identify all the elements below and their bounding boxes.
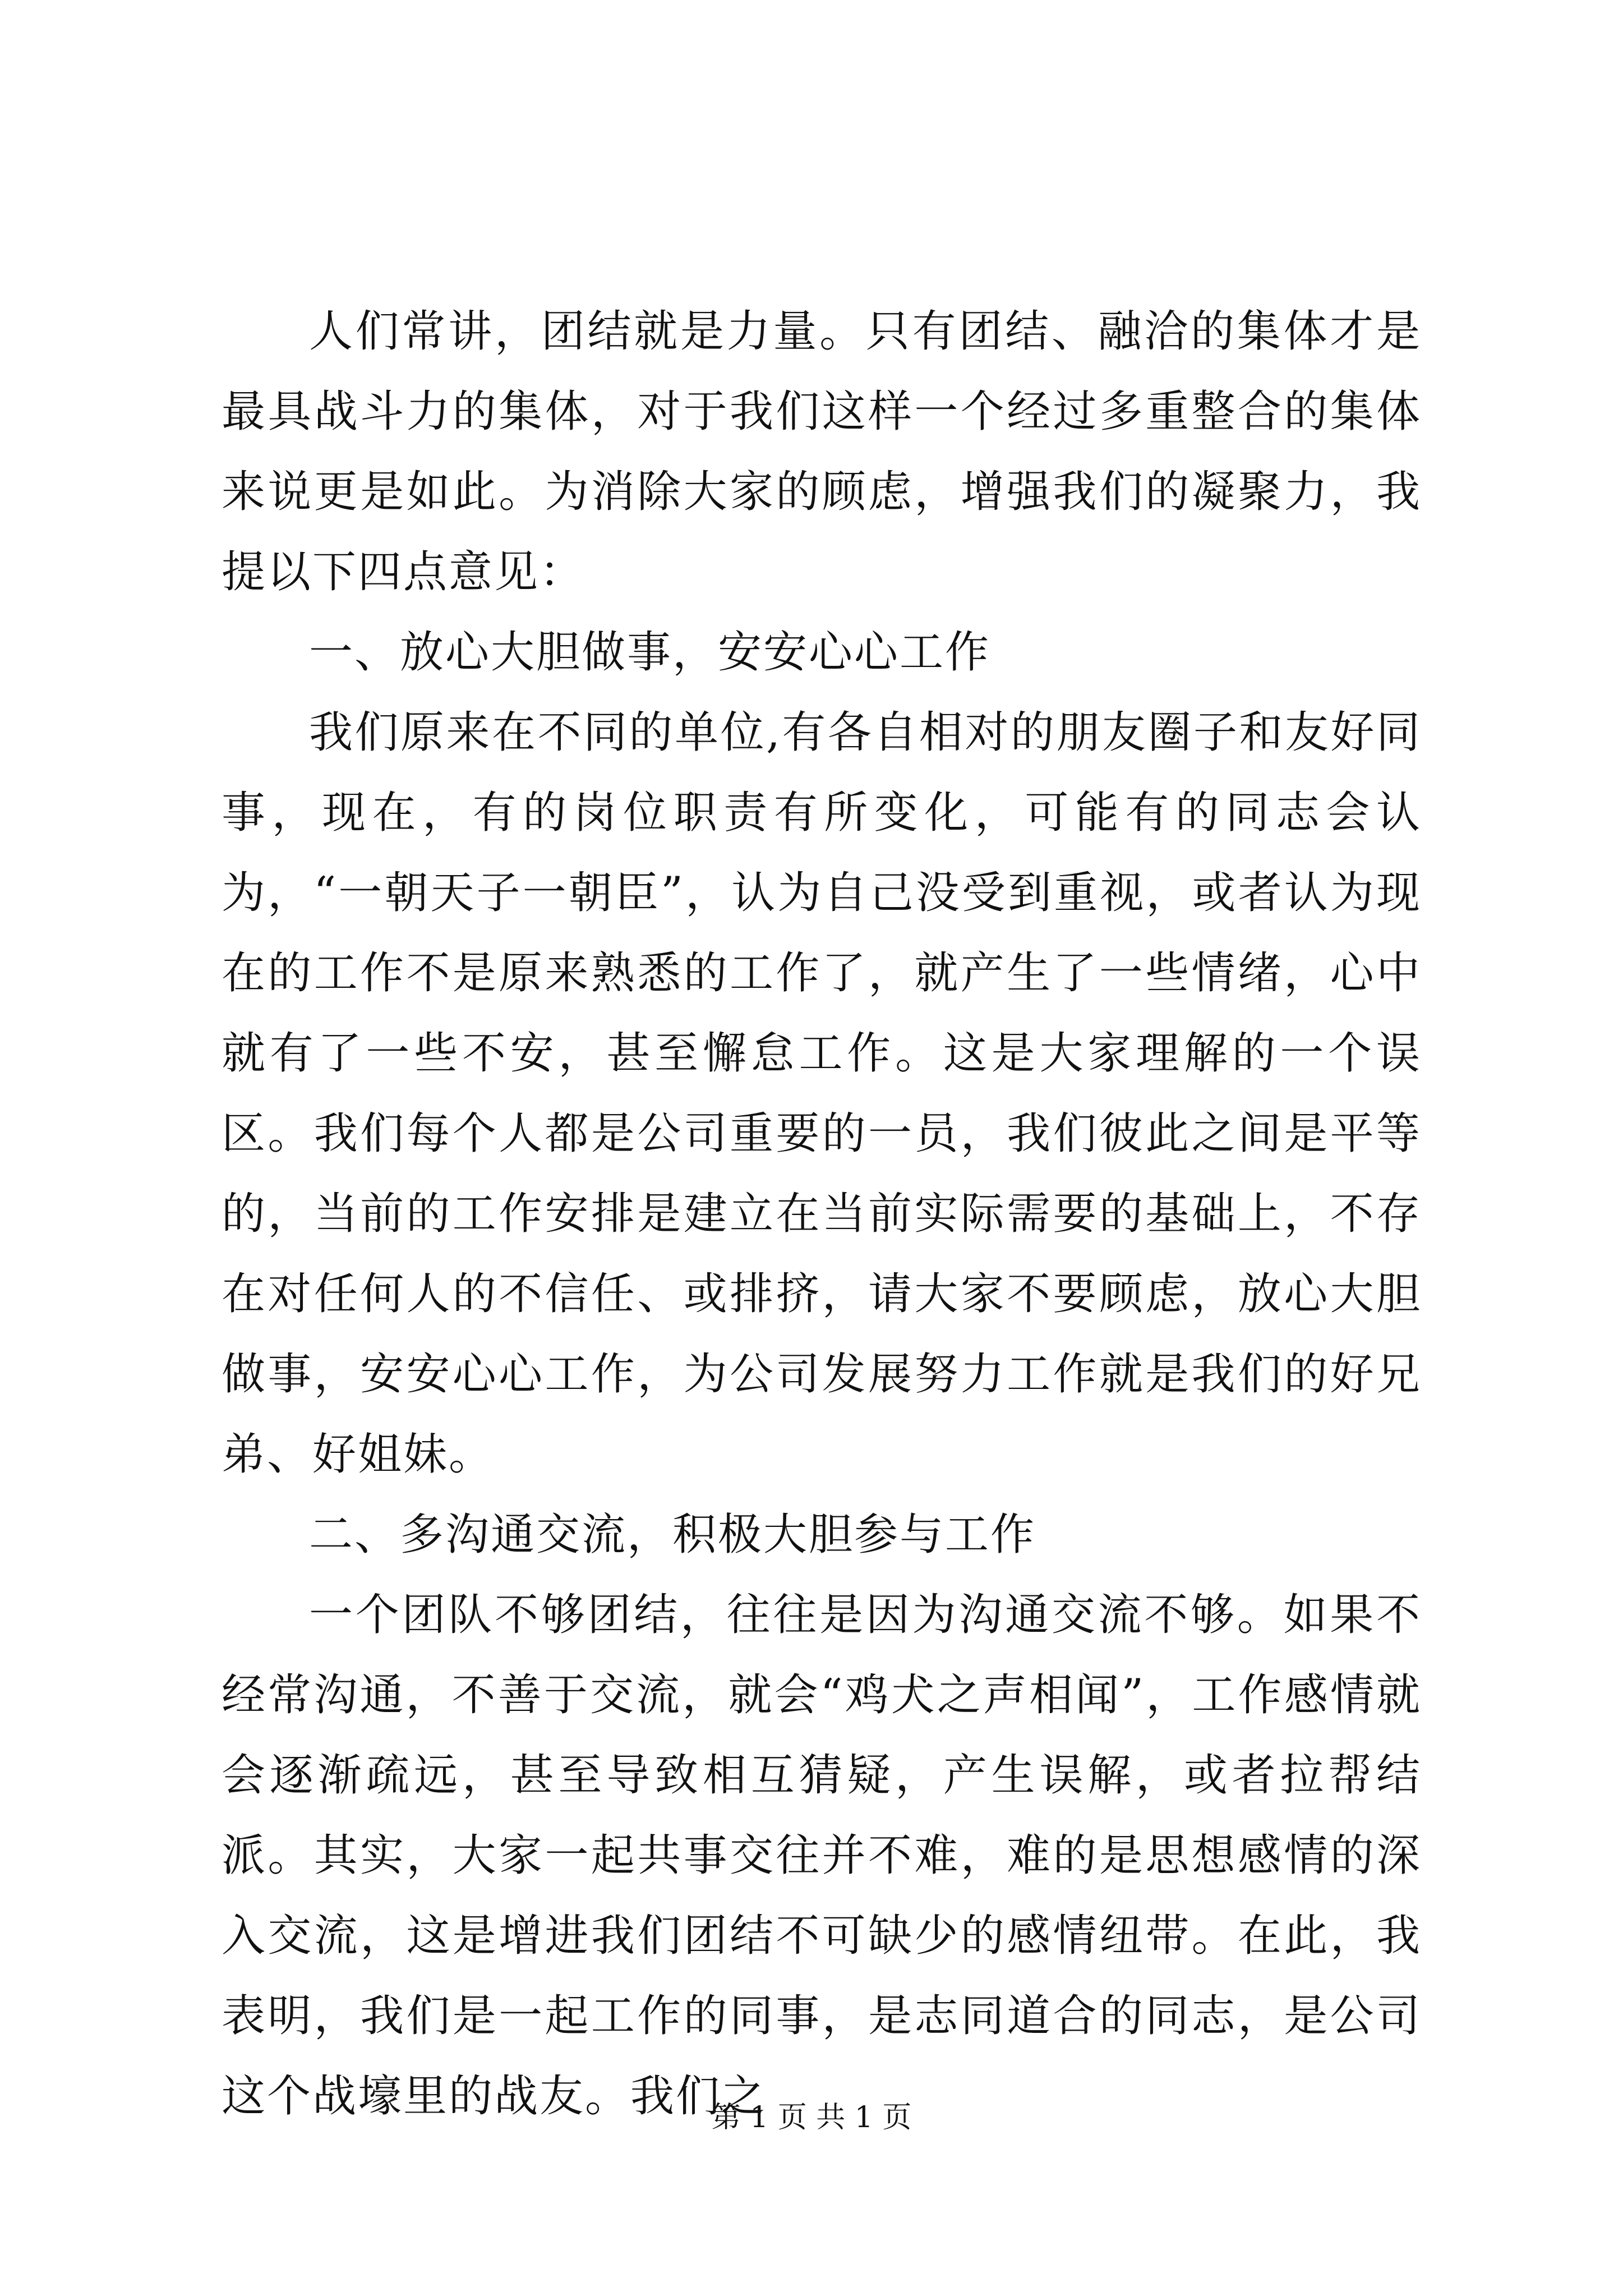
paragraph-intro: 人们常讲，团结就是力量。只有团结、融洽的集体才是最具战斗力的集体，对于我们这样一个经过多重整合的集体来说更是如此。为消除大家的顾虑，增强我们的凝聚力，我提以下四点意见： [222, 306, 1422, 597]
page-number-footer: 第 1 页 共 1 页 [711, 2101, 912, 2134]
paragraph-section-1: 我们原来在不同的单位,有各自相对的朋友圈子和友好同事，现在，有的岗位职责有所变化，可能有的同志会认为，“一朝天子一朝臣”，认为自己没受到重视，或者认为现在的工作不是原来熟悉的工作了，就产生了一些情绪，心中就有了一些不安，甚至懈怠工作。这是大家理解的一个误区。我们每个人都是公司重要的一员，我们彼此之间是平等的，当前的工作安排是建立在当前实际需要的基础上，不存在对任何人的不信任、或排挤，请大家不要顾虑，放心大胆做事，安安心心工作，为公司发展努力工作就是我们的好兄弟、好姐妹。 [222, 707, 1422, 1480]
section-heading-2: 二、多沟通交流，积极大胆参与工作 [309, 1510, 1036, 1560]
section-heading-1: 一、放心大胆做事，安安心心工作 [309, 627, 991, 678]
document-body [222, 292, 1422, 2137]
paragraph-section-2: 一个团队不够团结，往往是因为沟通交流不够。如果不经常沟通，不善于交流，就会“鸡犬之声相闻”，工作感情就会逐渐疏远，甚至导致相互猜疑，产生误解，或者拉帮结派。其实，大家一起共事交往并不难，难的是思想感情的深入交流，这是增进我们团结不可缺少的感情纽带。在此，我表明，我们是一起工作的同事，是志同道合的同志，是公司这个战壕里的战友。我们之 [222, 1590, 1422, 2122]
